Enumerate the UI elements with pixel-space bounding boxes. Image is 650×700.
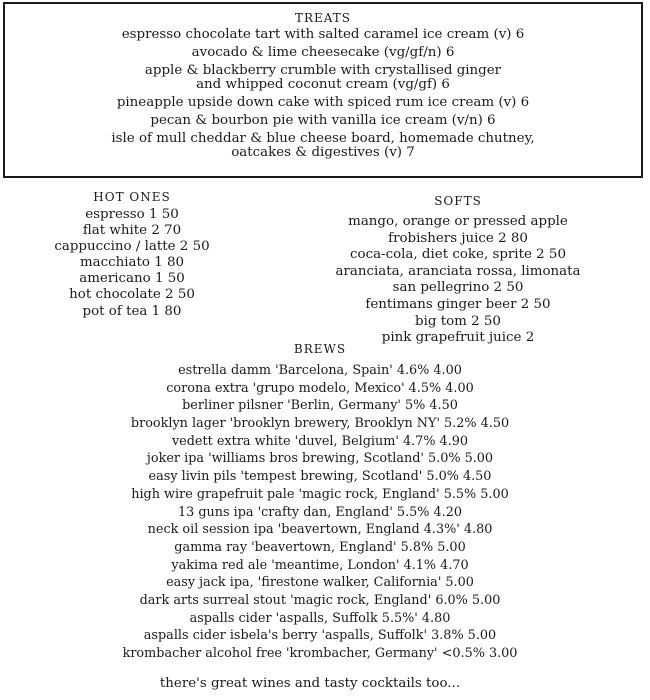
treat-item: isle of mull cheddar & blue cheese board, homemade chutney, [111,131,535,146]
softs-section [288,194,628,347]
footer-note: there's great wines and tasty cocktails too... [159,676,461,691]
treat-item: espresso chocolate tart with salted caramel ice cream (v) 6 [121,27,525,42]
soft-item: mango, orange or pressed apple [348,214,568,229]
brew-item: joker ipa 'williams bros brewing, Scotland' 5.0% 5.00 [146,451,494,467]
hot-item: flat white 2 70 [82,223,182,239]
hot-item: cappuccino / latte 2 50 [54,239,210,255]
brew-item: brooklyn lager 'brooklyn brewery, Brooklyn NY' 5.2% 4.50 [130,416,510,432]
soft-item: san pellegrino 2 50 [392,280,524,296]
brew-item: corona extra 'grupo modelo, Mexico' 4.5% 4.00 [166,380,474,396]
soft-item: frobishers juice 2 80 [388,230,528,246]
brew-item: dark arts surreal stout 'magic rock, England' 6.0% 5.00 [139,592,501,608]
treats-heading: TREATS [294,11,352,25]
brew-item: neck oil session ipa 'beavertown, England 4.3%' 4.80 [147,522,493,538]
soft-item: fentimans ginger beer 2 50 [365,296,551,312]
treat-item: and whipped coconut cream (vg/gf) 6 [196,77,450,92]
brew-item: gamma ray 'beavertown, England' 5.8% 5.00 [174,539,466,555]
brew-item: easy livin pils 'tempest brewing, Scotland' 5.0% 4.50 [148,469,492,485]
brew-item: aspalls cider 'aspalls, Suffolk 5.5%' 4.80 [189,610,451,626]
brew-item: yakima red ale 'meantime, London' 4.1% 4.70 [171,557,469,573]
softs-heading: SOFTS [434,194,482,208]
brew-item: easy jack ipa, 'firestone walker, California' 5.00 [166,575,474,591]
hot-item: espresso 1 50 [85,207,179,222]
hot-ones-heading: HOT ONES [93,190,171,204]
brews-section [40,342,600,665]
brew-item: aspalls cider isbela's berry 'aspalls, Suffolk' 3.8% 5.00 [143,628,497,644]
treat-item: avocado & lime cheesecake (vg/gf/n) 6 [191,45,455,60]
hot-item: hot chocolate 2 50 [69,287,195,303]
treat-item: oatcakes & digestives (v) 7 [231,145,415,160]
hot-ones-section [32,190,232,321]
brew-item: high wire grapefruit pale 'magic rock, England' 5.5% 5.00 [131,486,509,502]
soft-item: pink grapefruit juice 2 [381,330,535,346]
brew-item: vedett extra white 'duvel, Belgium' 4.7% 4.90 [171,433,469,449]
brew-item: berliner pilsner 'Berlin, Germany' 5% 4.50 [182,398,458,414]
soft-item: coca-cola, diet coke, sprite 2 50 [350,247,566,263]
hot-item: americano 1 50 [79,271,185,287]
brews-heading: BREWS [293,342,347,356]
brew-item: estrella damm 'Barcelona, Spain' 4.6% 4.00 [178,363,462,378]
brew-item: krombacher alcohol free 'krombacher, Germany' <0.5% 3.00 [122,646,518,661]
hot-item: pot of tea 1 80 [82,303,182,319]
treat-item: apple & blackberry crumble with crystallised ginger [144,63,502,78]
treat-item: pineapple upside down cake with spiced rum ice cream (v) 6 [116,95,530,110]
brew-item: 13 guns ipa 'crafty dan, England' 5.5% 4.20 [177,504,463,520]
soft-item: big tom 2 50 [415,313,501,329]
treats-section [3,2,643,178]
treat-item: pecan & bourbon pie with vanilla ice cream (v/n) 6 [150,113,496,128]
soft-item: aranciata, aranciata rossa, limonata [335,263,581,279]
hot-item: macchiato 1 80 [79,255,185,271]
